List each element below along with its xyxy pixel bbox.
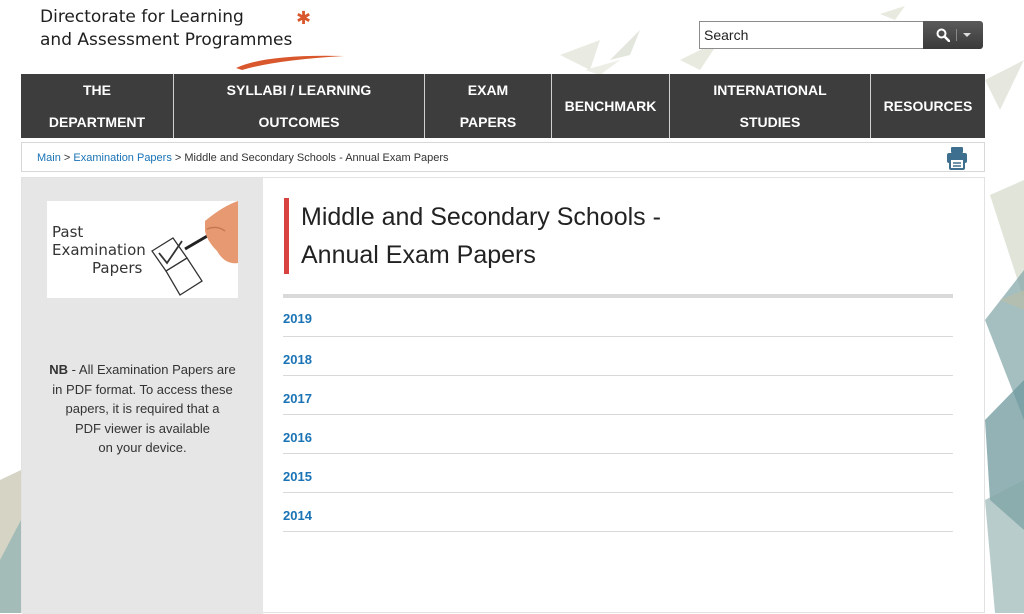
nav-label-line1: INTERNATIONAL xyxy=(713,82,827,98)
breadcrumb-current: Middle and Secondary Schools - Annual Exam Papers xyxy=(184,152,449,164)
page-title xyxy=(284,198,661,274)
search-box xyxy=(699,21,983,49)
list-item xyxy=(283,337,953,376)
nav-item-international-studies[interactable] xyxy=(670,74,871,138)
list-item xyxy=(283,376,953,415)
nav-label-line1: EXAM xyxy=(467,82,509,98)
logo-org-name-line2: and Assessment Programmes xyxy=(40,30,293,50)
maltese-cross-icon: ✱ xyxy=(296,8,312,28)
pdf-format-notice xyxy=(32,360,253,458)
nav-label-line1: THE xyxy=(83,82,111,98)
nb-text-line5: on your device. xyxy=(98,440,187,455)
nav-item-exam-papers[interactable] xyxy=(425,74,552,138)
nav-label-line2: PAPERS xyxy=(459,114,517,130)
caret-down-icon xyxy=(963,32,971,38)
breadcrumb-separator: > xyxy=(171,152,185,164)
logo-org-name-line1: Directorate for Learning xyxy=(40,7,244,27)
list-item xyxy=(283,415,953,454)
promo-line3: Papers xyxy=(92,259,143,277)
list-item xyxy=(283,454,953,493)
breadcrumb-link-main[interactable]: Main xyxy=(37,152,61,164)
nb-label: NB xyxy=(49,362,69,377)
nav-item-benchmark[interactable] xyxy=(552,74,670,138)
nb-text-line2: in PDF format. To access these xyxy=(52,381,233,397)
nav-item-syllabi-learning-outcomes[interactable] xyxy=(174,74,425,138)
nav-label-line2: OUTCOMES xyxy=(258,114,340,130)
sidebar xyxy=(22,178,263,614)
list-item xyxy=(283,298,953,337)
year-link-2016[interactable]: 2016 xyxy=(283,430,312,445)
search-icon xyxy=(936,28,950,42)
year-link-2014[interactable]: 2014 xyxy=(283,508,312,523)
site-logo[interactable] xyxy=(40,6,312,52)
year-link-2017[interactable]: 2017 xyxy=(283,391,312,406)
nav-label-line1: SYLLABI / LEARNING xyxy=(226,82,372,98)
year-link-2019[interactable]: 2019 xyxy=(283,311,312,326)
search-button[interactable] xyxy=(923,21,983,49)
nav-label: RESOURCES xyxy=(883,98,973,114)
logo-swoosh xyxy=(236,52,346,72)
nav-label: BENCHMARK xyxy=(564,98,657,114)
nb-text-line1: - All Examination Papers are xyxy=(68,362,236,377)
page-title-line1: Middle and Secondary Schools - xyxy=(301,203,661,231)
nav-item-the-department[interactable] xyxy=(21,74,174,138)
search-input[interactable] xyxy=(699,21,923,49)
nb-text-line4: PDF viewer is available xyxy=(74,420,211,436)
page-title-line2: Annual Exam Papers xyxy=(301,241,536,269)
content-area xyxy=(21,177,985,613)
search-button-divider xyxy=(956,29,957,41)
breadcrumb-link-examination-papers[interactable]: Examination Papers xyxy=(73,152,172,164)
promo-line1: Past xyxy=(52,223,84,241)
breadcrumb-separator: > xyxy=(60,152,74,164)
main-navigation xyxy=(21,74,985,138)
nav-label-line2: STUDIES xyxy=(739,114,801,130)
nav-item-resources[interactable] xyxy=(871,74,985,138)
nav-label-line2: DEPARTMENT xyxy=(48,114,146,130)
past-examination-papers-banner[interactable] xyxy=(47,201,238,298)
breadcrumb xyxy=(21,142,985,172)
year-list xyxy=(283,294,953,532)
nb-text-line3: papers, it is required that a xyxy=(65,401,220,416)
year-link-2018[interactable]: 2018 xyxy=(283,352,312,367)
promo-line2: Examination xyxy=(52,241,146,259)
year-link-2015[interactable]: 2015 xyxy=(283,469,312,484)
list-item xyxy=(283,493,953,532)
checkbox-hand-illustration xyxy=(47,201,238,298)
printer-icon[interactable] xyxy=(944,145,970,171)
